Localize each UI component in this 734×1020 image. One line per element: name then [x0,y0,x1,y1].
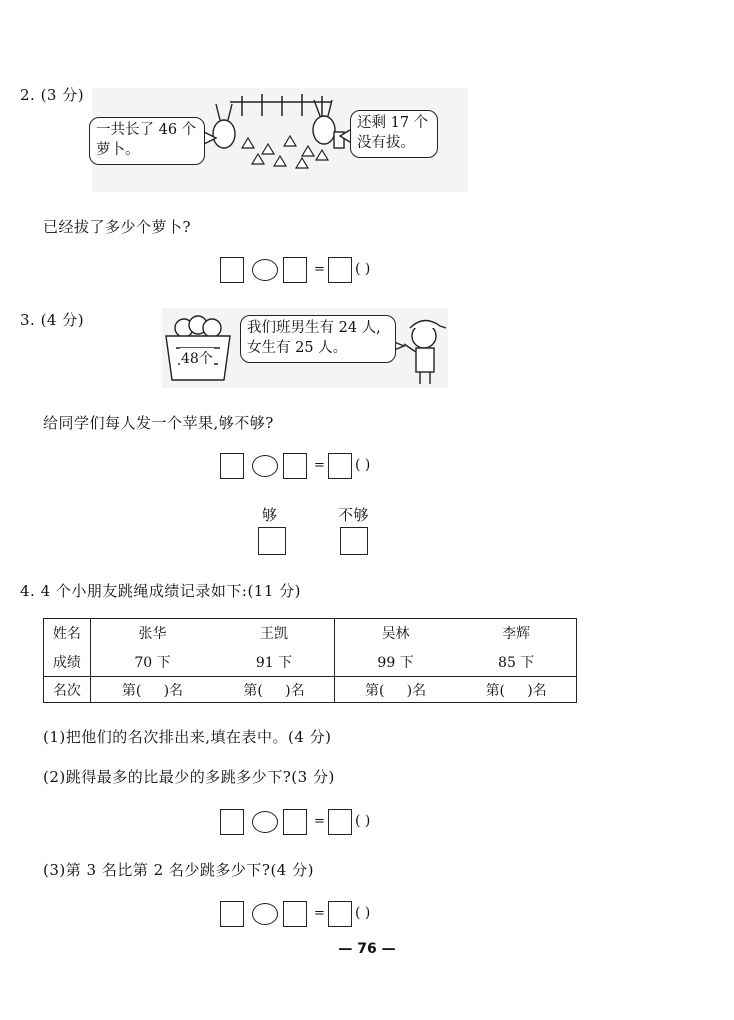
q3-bubble-text: 我们班男生有 24 人,女生有 25 人。 [247,320,381,356]
answer-box[interactable] [283,901,307,927]
q2-label: 2. (3 分) [20,86,85,104]
unit-paren[interactable]: ( ) [355,261,371,277]
answer-box[interactable] [220,901,244,927]
q4-label: 4. 4 个小朋友跳绳成绩记录如下:(11 分) [20,582,302,600]
choice-enough-label: 够 [262,506,278,524]
q2-bubble-right [350,110,438,158]
operator-oval[interactable] [252,811,278,833]
equals-sign: = [314,814,325,829]
q3-bubble [240,315,396,363]
answer-box[interactable] [328,901,352,927]
unit-paren[interactable]: ( ) [355,813,371,829]
equals-sign: = [314,906,325,921]
equals-sign: = [314,458,325,473]
rank-blank[interactable]: 第( )名 [214,677,334,703]
rank-blank[interactable]: 第( )名 [456,677,576,703]
choice-not-enough-box[interactable] [340,527,368,555]
choice-enough-box[interactable] [258,527,286,555]
q2-bubble-left [89,117,205,165]
answer-box[interactable] [328,453,352,479]
operator-oval[interactable] [252,903,278,925]
operator-oval[interactable] [252,455,278,477]
answer-box[interactable] [283,257,307,283]
q3-label: 3. (4 分) [20,311,85,329]
rank-blank[interactable]: 第( )名 [90,677,214,703]
header-name: 姓名 [44,619,91,648]
student-score: 85 下 [456,648,576,677]
answer-box[interactable] [220,809,244,835]
student-name: 李辉 [456,619,576,648]
ranking-table [43,618,577,703]
student-score: 91 下 [214,648,334,677]
student-score: 99 下 [377,654,414,671]
equals-sign: = [314,262,325,277]
answer-box[interactable] [283,453,307,479]
header-rank: 名次 [44,677,91,703]
student-score: 70 下 [134,654,171,671]
answer-box[interactable] [220,257,244,283]
student-name: 吴林 [334,619,456,648]
student-name: 王凯 [214,619,334,648]
operator-oval[interactable] [252,259,278,281]
student-name: 张华 [90,619,214,648]
choice-not-enough-label: 不够 [338,506,370,524]
q2-bubble-right-text: 还剩 17 个没有拔。 [357,115,429,151]
q3-question: 给同学们每人发一个苹果,够不够? [43,414,274,432]
answer-box[interactable] [283,809,307,835]
q2-bubble-left-text: 一共长了 46 个萝卜。 [96,122,197,158]
answer-box[interactable] [220,453,244,479]
basket-label: 48个 [180,348,214,368]
q4-sub1: (1)把他们的名次排出来,填在表中。(4 分) [43,728,332,746]
unit-paren[interactable]: ( ) [355,905,371,921]
q4-sub2: (2)跳得最多的比最少的多跳多少下?(3 分) [43,768,335,786]
q2-question: 已经拔了多少个萝卜? [43,218,192,236]
rank-blank[interactable]: 第( )名 [334,677,456,703]
answer-box[interactable] [328,809,352,835]
q4-sub3: (3)第 3 名比第 2 名少跳多少下?(4 分) [43,861,314,879]
page-number: — 76 — [338,941,396,957]
answer-box[interactable] [328,257,352,283]
unit-paren[interactable]: ( ) [355,457,371,473]
header-score: 成绩 [44,648,91,677]
